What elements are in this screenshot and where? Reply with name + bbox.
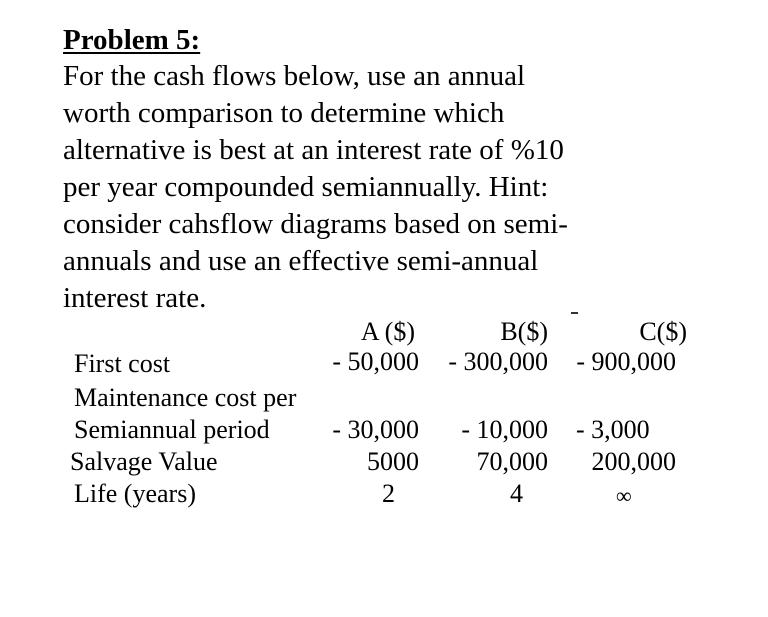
cell-b-salvage: 70,000 — [476, 447, 548, 476]
row-label-first-cost: First cost — [74, 349, 171, 378]
cell-a-salvage: 5000 — [367, 447, 419, 476]
problem-text-line: consider cahsflow diagrams based on semi- — [63, 208, 568, 240]
column-header-a: A ($) — [360, 317, 415, 346]
row-label-life: Life (years) — [74, 479, 196, 508]
problem-text-line: interest rate. — [63, 282, 207, 314]
problem-text-line: worth comparison to determine which — [63, 97, 505, 129]
cell-c-maintenance: - 3,000 — [576, 415, 650, 444]
cell-c-first-cost: - 900,000 — [576, 347, 676, 376]
column-header-c: C($) — [639, 317, 687, 346]
cell-b-life: 4 — [510, 479, 523, 508]
problem-text-line: For the cash flows below, use an annual — [63, 60, 526, 92]
cell-a-maintenance: - 30,000 — [332, 415, 419, 444]
cell-a-first-cost: - 50,000 — [332, 347, 419, 376]
cell-b-maintenance: - 10,000 — [461, 415, 548, 444]
cell-b-first-cost: - 300,000 — [448, 347, 548, 376]
problem-heading: Problem 5: — [63, 24, 201, 56]
cell-a-life: 2 — [382, 479, 395, 508]
row-label-semiannual-period: Semiannual period — [74, 415, 270, 444]
cell-c-salvage: 200,000 — [591, 447, 676, 476]
stray-mark — [571, 312, 578, 314]
cell-c-life-infinity: ∞ — [616, 483, 632, 508]
column-header-b: B($) — [500, 317, 548, 346]
problem-text-line: per year compounded semiannually. Hint: — [63, 171, 549, 203]
row-label-salvage-value: Salvage Value — [70, 447, 218, 476]
problem-text-line: alternative is best at an interest rate of %10 — [63, 134, 564, 166]
problem-text-line: annuals and use an effective semi-annual — [63, 245, 539, 277]
row-label-maintenance: Maintenance cost per — [74, 383, 297, 412]
